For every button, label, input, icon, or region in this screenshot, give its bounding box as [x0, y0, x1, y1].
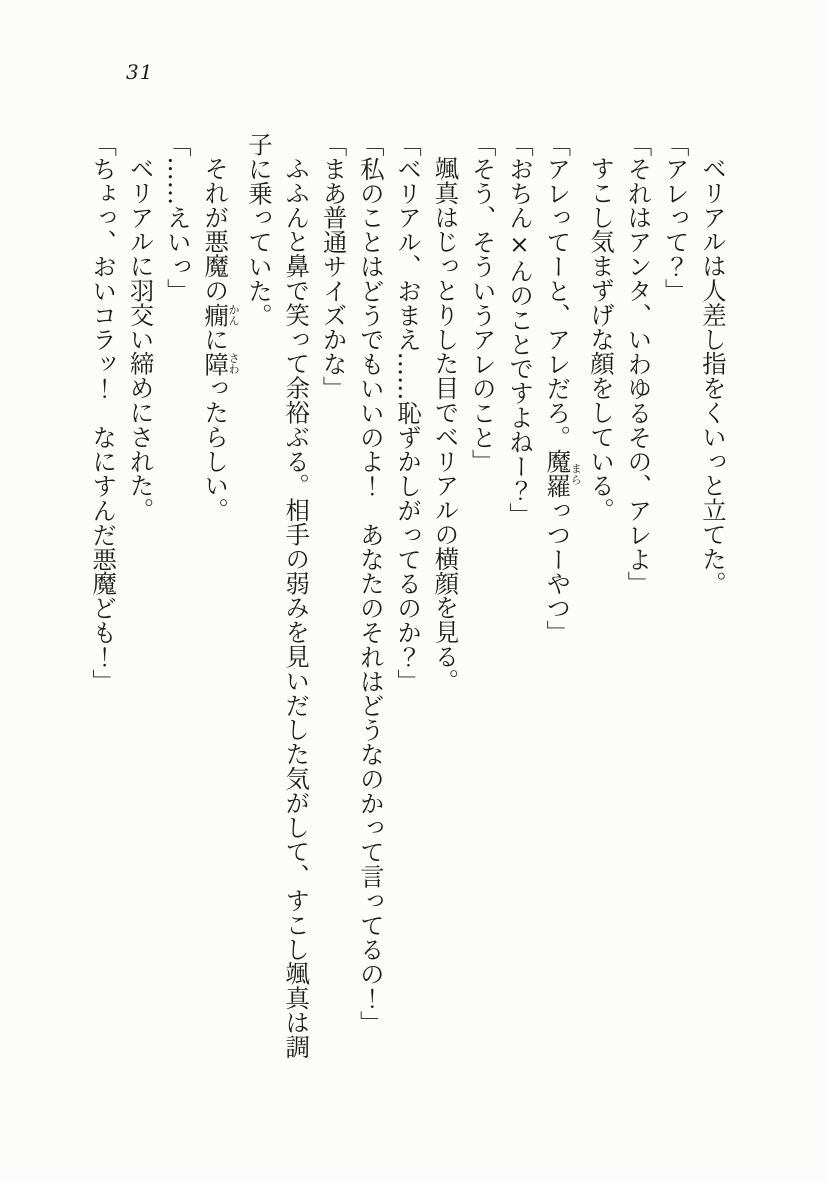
- text-line: 颯真はじっとりした目でベリアルの横顔を見る。: [430, 156, 460, 694]
- page-number: 31: [126, 60, 154, 84]
- text-line: ベリアルに羽交い締めにされた。: [125, 156, 155, 523]
- text-line: 「私のことはどうでもいいのよ！ あなたのそれはどうなのかって言ってるの！」: [355, 132, 385, 1035]
- text-block: [88, 132, 731, 1064]
- text-line: 「おちん×んのことですよねー？」: [505, 132, 535, 527]
- text-line: 「それはアンタ、いわゆるその、アレよ」: [623, 132, 653, 596]
- text-line: 「アレってーと、アレだろ。魔羅まらっつーやつ」: [542, 132, 583, 645]
- ruby-annotated-word: 癇かん: [200, 302, 241, 328]
- text-line: ふふんと鼻で笑って余裕ぶる。相手の弱みを見いだした気がして、すこし颯真は調子に乗っていた。: [243, 132, 311, 1060]
- text-line: 「ちょっ、おいコラッ！ なにすんだ悪魔ども！」: [88, 132, 118, 694]
- text-line: 「ベリアル、おまえ……恥ずかしがってるのか？」: [393, 132, 423, 694]
- text-line: 「アレって？」: [660, 132, 690, 303]
- text-line: 「まあ普通サイズかな」: [318, 132, 348, 401]
- ruby-annotated-word: 障さわ: [200, 351, 241, 377]
- text-line: それが悪魔の癇かんに障さわったらしい。: [200, 156, 241, 523]
- ruby-annotated-word: 魔羅まら: [542, 449, 583, 499]
- text-line: 「……えいっ」: [162, 132, 192, 303]
- text-line: すこし気まずげな顔をしている。: [586, 156, 616, 523]
- text-line: ベリアルは人差し指をくいっと立てた。: [698, 156, 727, 596]
- text-line: 「そう、そういうアレのこと」: [467, 132, 497, 474]
